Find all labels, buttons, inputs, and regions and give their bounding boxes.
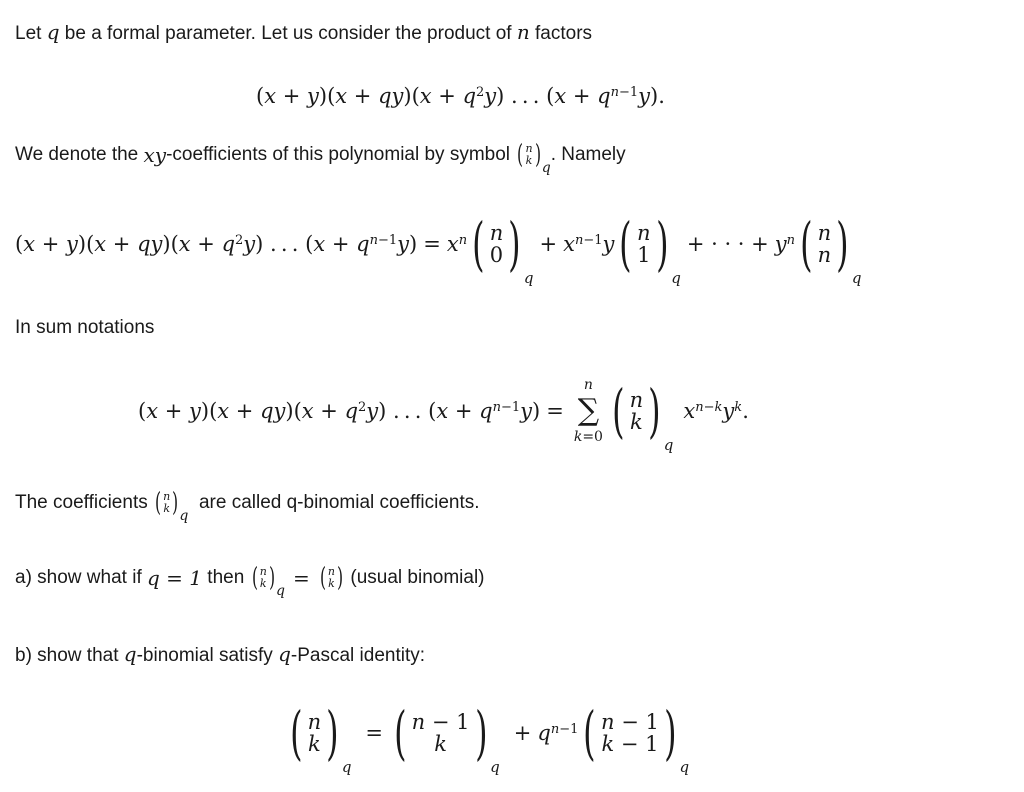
sum-lower-value: =0 [582,429,603,445]
coefficients-line [15,488,480,524]
q-binomial-symbol: ( n k ) q [155,488,189,524]
part-a-condition: q = 1 [147,566,203,590]
var-q: q [278,642,291,666]
part-a-text-start: a) show what if [15,567,142,588]
part-b-text-end: -Pascal identity: [290,645,426,666]
denote-text-start: We denote the [15,144,139,165]
var-q: q [46,20,60,44]
part-b-line [15,642,425,667]
summation-sign: n ∑ k=0 [573,377,603,445]
intro-text-end: factors [535,23,593,44]
usual-binomial-symbol: ( n k ) [319,563,344,593]
part-b-text-start: b) show that [15,645,119,666]
sum-upper-limit: n [583,377,593,393]
pascal-identity-equation: ( n k ) q = ( n − 1 k ) q + $q^{n-1}$ ( n − 1 k − 1 ) q [290,699,690,776]
sum-index: k [573,429,583,445]
var-n: n [516,20,530,44]
var-xy: xy [143,143,167,167]
sum-intro-text: In sum notations [15,317,155,338]
product-equation: $(x + y)(x + qy)(x + q^2y)$ . . . $(x + q^{n-1}y)$. [256,84,665,108]
var-q: q [123,642,137,666]
part-a-text-end: (usual binomial) [350,567,485,588]
part-a-line: a) show what if q = 1 then ( n k ) q = ( n k ) (usual binomial) [15,563,485,599]
denote-text-end: . Namely [550,144,626,165]
coef-text-end: are called q-binomial coefficients. [198,492,480,513]
q-binomial-symbol: ( n k ) q [251,563,285,599]
part-b-text-mid: -binomial satisfy [136,645,273,666]
denote-text-mid: -coefficients of this polynomial by symbol [166,144,511,165]
intro-text-mid: be a formal parameter. Let us consider the product of [64,23,512,44]
intro-line [15,20,592,45]
denote-line [15,140,626,176]
q-binomial-symbol: ( n k ) q [517,140,551,176]
sum-equation: $(x + y)(x + qy)(x + q^2y)$ . . . $(x + q^{n-1}y)$ = n ∑ k=0 ( n k ) q $x^{n-k}y^k$. [138,377,749,454]
expansion-equation: $(x + y)(x + qy)(x + q^2y)$ . . . $(x + q^{n-1}y)$ = $x^n$ ( n 0 ) q + $x^{n-1}y$ ( n 1 ) q + · · · + $y^n$ ( n n ) q [15,210,862,287]
intro-text-start: Let [15,23,42,44]
coef-text-start: The coefficients [15,492,148,513]
part-a-text-mid: then [207,567,245,588]
